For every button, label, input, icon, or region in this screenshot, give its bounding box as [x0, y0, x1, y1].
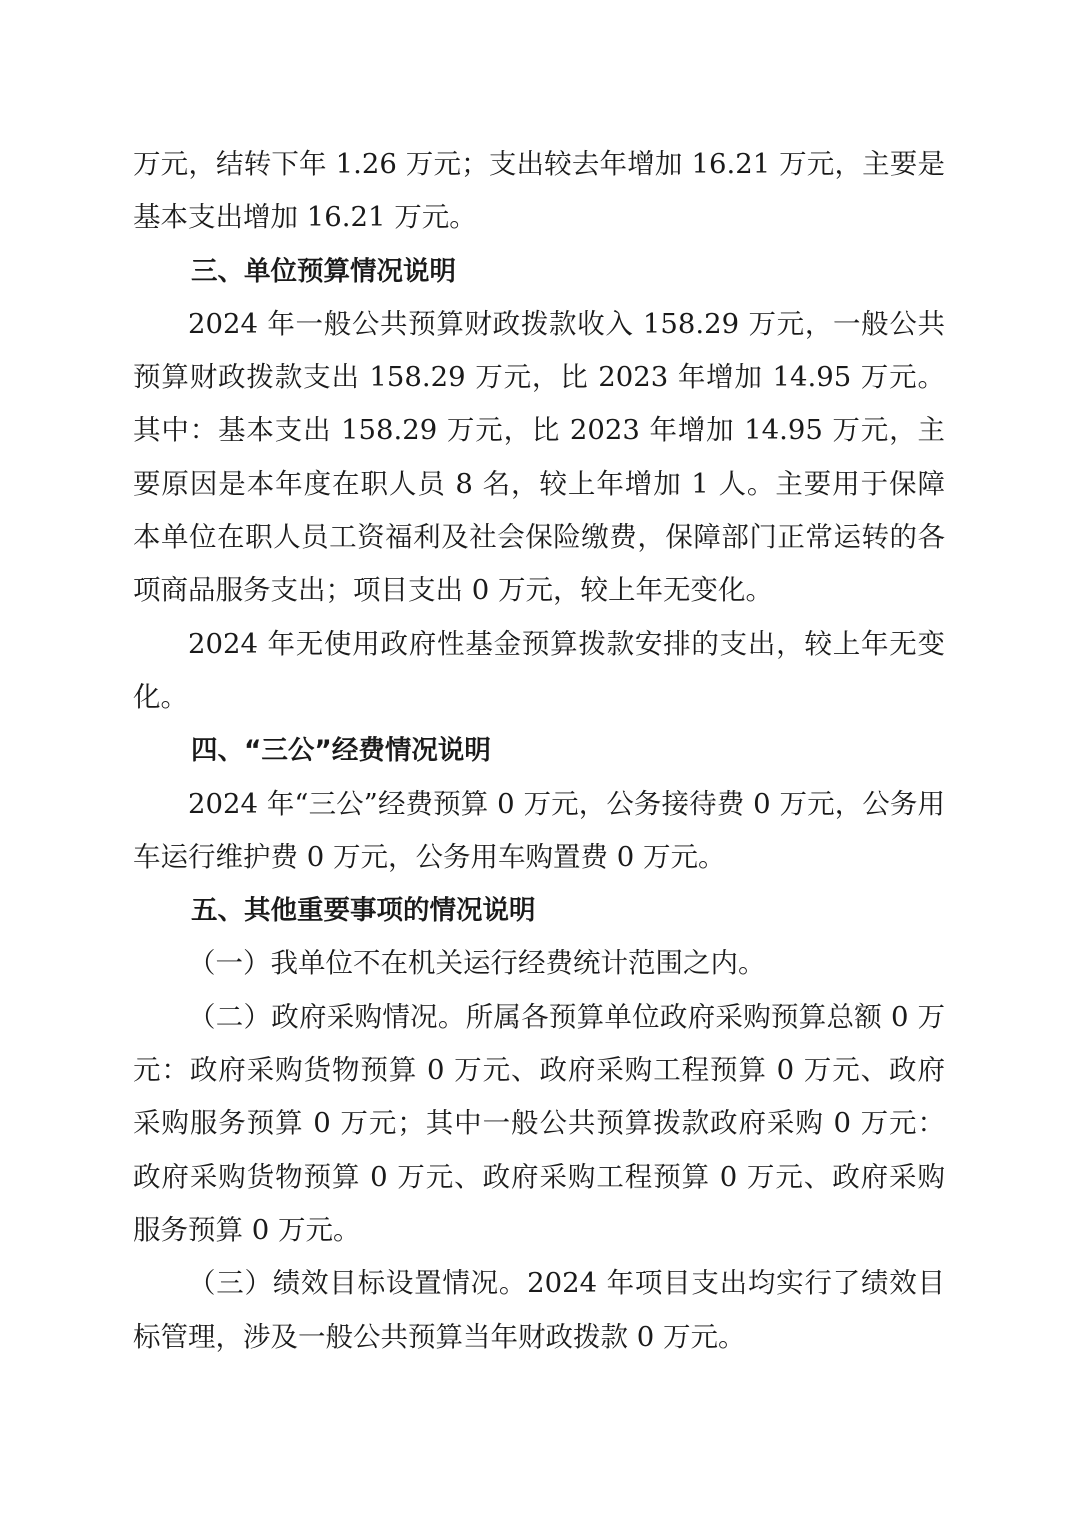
paragraph-unit-budget: 2024 年一般公共预算财政拨款收入 158.29 万元，一般公共预算财政拨款支出 158.29 万元，比 2023 年增加 14.95 万元。其中：基本支出 158.29 万元，比 2023 年增加 14.95 万元，主要原因是本年度在职人员 8 名，较上年增加 1 人。主要用于保障本单位在职人员工资福利及社会保险缴费，保障部门正常运转的各项商品服务支出；项目支出 0 万元，较上年无变化。 — [133, 307, 945, 607]
paragraph-item-1: （一）我单位不在机关运行经费统计范围之内。 — [188, 947, 766, 980]
paragraph-item-2: （二）政府采购情况。所属各预算单位政府采购预算总额 0 万元：政府采购货物预算 0 万元、政府采购工程预算 0 万元、政府采购服务预算 0 万元；其中一般公共预算拨款政府采购 0 万元：政府采购货物预算 0 万元、政府采购工程预算 0 万元、政府采购服务预算 0 万元。 — [133, 1000, 945, 1246]
paragraph-carryover: 万元，结转下年 1.26 万元；支出较去年增加 16.21 万元，主要是基本支出增加 16.21 万元。 — [133, 148, 945, 234]
paragraph-item-3: （三）绩效目标设置情况。2024 年项目支出均实行了绩效目标管理，涉及一般公共预算当年财政拨款 0 万元。 — [133, 1267, 945, 1353]
paragraph-three-public-expenses: 2024 年“三公”经费预算 0 万元，公务接待费 0 万元，公务用车运行维护费 0 万元，公务用车购置费 0 万元。 — [133, 787, 945, 873]
section-heading-4: 四、“三公”经费情况说明 — [191, 735, 491, 767]
section-heading-5: 五、其他重要事项的情况说明 — [191, 895, 536, 927]
document-page — [133, 138, 945, 1364]
paragraph-government-fund: 2024 年无使用政府性基金预算拨款安排的支出，较上年无变化。 — [133, 627, 945, 713]
section-heading-3: 三、单位预算情况说明 — [191, 255, 456, 287]
